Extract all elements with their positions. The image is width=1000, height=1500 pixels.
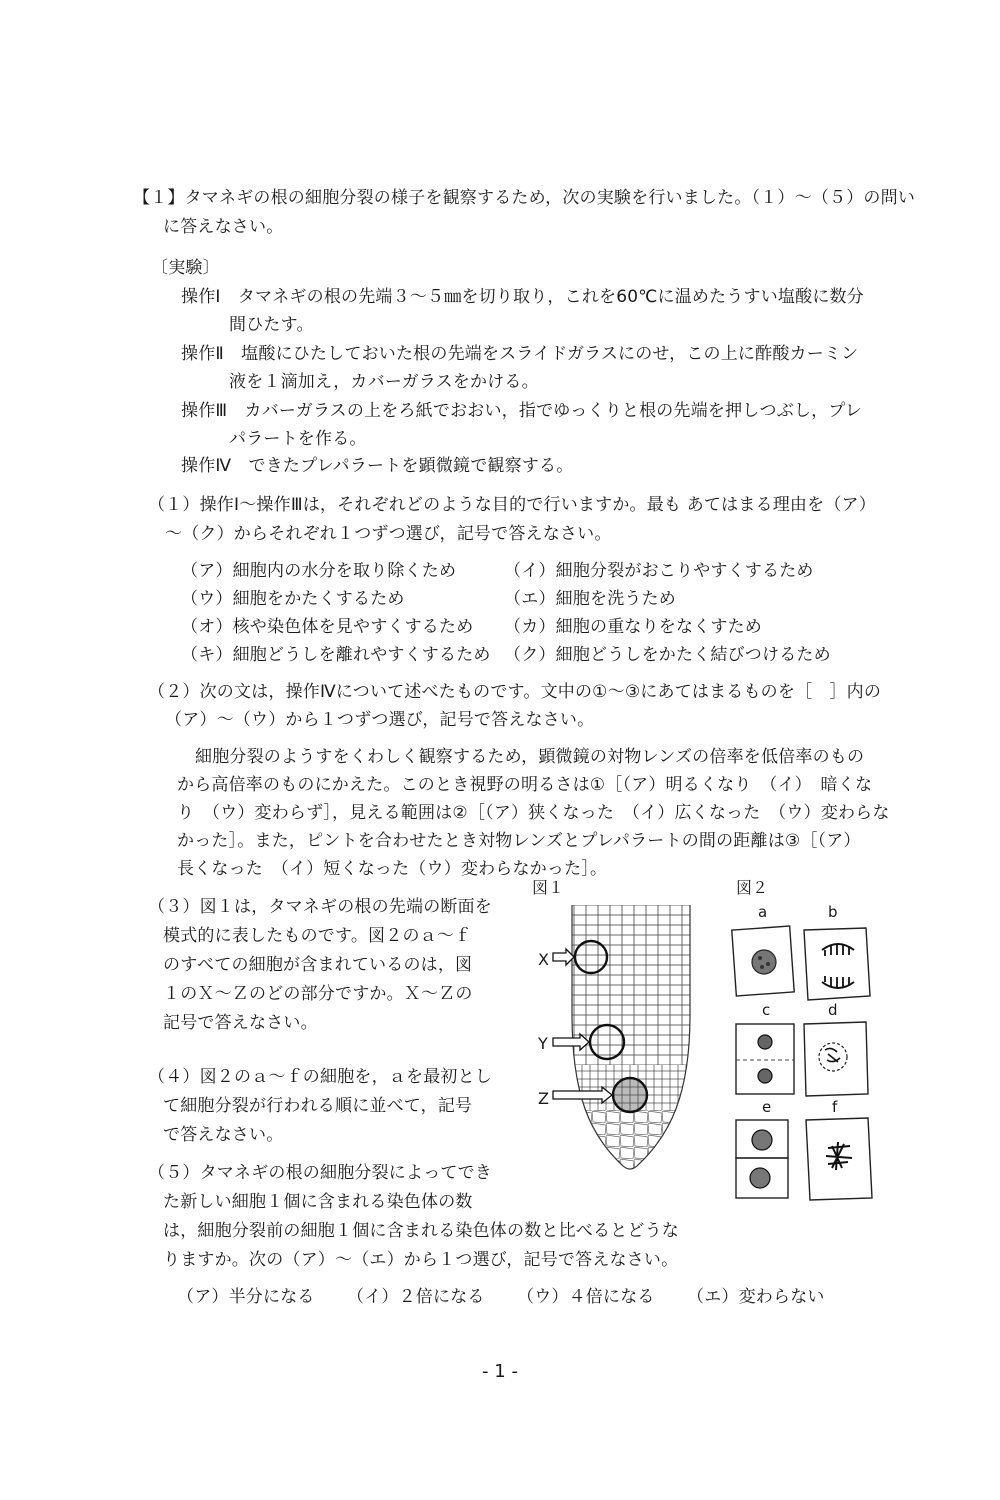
page-number: - 1 - [482, 1361, 518, 1382]
q5-option-i: （イ）２倍になる [347, 1287, 485, 1307]
q3-line-3: のすべての細胞が含まれているのは，図 [163, 955, 473, 975]
figure1-arrow-y [553, 1034, 589, 1050]
figure2-cell-f [806, 1118, 872, 1200]
experiment-step3-line-2: パラートを作る。 [229, 429, 367, 449]
q2-passage-line-2: から高倍率のものにかえた。このとき視野の明るさは①［（ア）明るくなり （イ） 暗くな [177, 775, 873, 795]
figure1-label-y: Y [538, 1034, 548, 1053]
figure2-cell-d [804, 1022, 868, 1096]
q4-line-1: （４）図２のａ～ｆの細胞を，ａを最初とし [148, 1067, 492, 1087]
experiment-label: 〔実験〕 [151, 258, 220, 278]
q4-line-2: て細胞分裂が行われる順に並べて，記号 [163, 1096, 473, 1116]
q2-passage-line-1: 細胞分裂のようすをくわしく観察するため，顕微鏡の対物レンズの倍率を低倍率のもの [195, 747, 865, 767]
figure2-label-f: f [832, 1098, 838, 1116]
figure1-arrow-x [553, 949, 574, 965]
q1-option-ka: （カ）細胞の重なりをなくすため [504, 617, 762, 637]
figure2-cell-c [736, 1024, 794, 1094]
figure2-label-d: d [828, 1001, 838, 1019]
q1-option-i: （イ）細胞分裂がおこりやすくするため [504, 561, 814, 581]
root-tip-diagram [550, 895, 710, 1185]
figure2-cell-b [804, 928, 870, 1000]
question-heading-line-2: に答えなさい。 [163, 217, 284, 237]
q1-option-ku: （ク）細胞どうしをかたく結びつけるため [504, 645, 831, 665]
q2-line-1: （２）次の文は，操作Ⅳについて述べたものです。文中の①～③にあてはまるものを［ ］内の [148, 682, 882, 702]
experiment-step1-line-2: 間ひたす。 [229, 315, 314, 335]
q5-line-1: （５）タマネギの根の細胞分裂によってでき [148, 1163, 492, 1183]
figure2-cell-a [732, 926, 794, 996]
q2-passage-line-4: かった］。また，ピントを合わせたとき対物レンズとプレパラートの間の距離は③［（ア） [177, 831, 861, 851]
figure2-label-c: c [762, 1001, 771, 1019]
q2-passage-line-3: り （ウ）変わらず］，見える範囲は②［（ア）狭くなった （イ）広くなった （ウ）変わらな [177, 803, 890, 823]
q2-line-2: （ア）～（ウ）から１つずつ選び，記号で答えなさい。 [165, 710, 595, 730]
figure2-label-e: e [762, 1098, 772, 1116]
q2-passage-line-5: 長くなった （イ）短くなった（ウ）変わらなかった］。 [177, 859, 608, 879]
figure2-label-a: a [758, 903, 768, 921]
figure1-label-x: X [538, 950, 549, 969]
q3-line-2: 模式的に表したものです。図２のａ～ｆ [163, 926, 472, 946]
figure1-label-z: Z [538, 1089, 549, 1108]
q1-line-2: ～（ク）からそれぞれ１つずつ選び，記号で答えなさい。 [165, 524, 612, 544]
q1-option-a: （ア）細胞内の水分を取り除くため [181, 561, 457, 581]
q5-option-u: （ウ）４倍になる [517, 1287, 655, 1307]
q3-line-4: １のＸ～Ｚのどの部分ですか。Ｘ～Ｚの [163, 984, 473, 1004]
q1-line-1: （１）操作Ⅰ～操作Ⅲは，それぞれどのような目的で行いますか。最も あてはまる理由を（ア） [148, 495, 876, 515]
figure1-title: 図１ [532, 878, 565, 897]
q1-option-e: （エ）細胞を洗うため [504, 589, 676, 609]
experiment-step2-line-1: 操作Ⅱ 塩酸にひたしておいた根の先端をスライドガラスにのせ，この上に酢酸カーミン [181, 344, 859, 364]
cell-stages-diagram [728, 920, 878, 1205]
q5-option-e: （エ）変わらない [687, 1287, 825, 1307]
question-heading-line-1: 【１】タマネギの根の細胞分裂の様子を観察するため，次の実験を行いました。（１）～（５）の問い [133, 188, 916, 208]
q5-option-a: （ア）半分になる [177, 1287, 315, 1307]
figure1-circle-z [613, 1078, 647, 1112]
q4-line-3: で答えなさい。 [163, 1125, 284, 1145]
figure2-cell-e [736, 1120, 788, 1198]
q5-line-4: りますか。次の（ア）～（エ）から１つ選び，記号で答えなさい。 [163, 1250, 679, 1270]
q3-line-1: （３）図１は，タマネギの根の先端の断面を [148, 897, 492, 917]
q5-line-2: た新しい細胞１個に含まれる染色体の数 [163, 1192, 473, 1212]
figure2-title: 図２ [736, 878, 769, 897]
q1-option-o: （オ）核や染色体を見やすくするため [181, 617, 474, 637]
experiment-step4-line: 操作Ⅳ できたプレパラートを顕微鏡で観察する。 [181, 456, 574, 476]
experiment-step1-line-1: 操作Ⅰ タマネギの根の先端３～５㎜を切り取り，これを60℃に温めたうすい塩酸に数分 [181, 287, 864, 307]
experiment-step3-line-1: 操作Ⅲ カバーガラスの上をろ紙でおおい，指でゆっくりと根の先端を押しつぶし，プレ [181, 401, 863, 421]
q1-option-ki: （キ）細胞どうしを離れやすくするため [181, 645, 491, 665]
q1-option-u: （ウ）細胞をかたくするため [181, 589, 405, 609]
figure2-label-b: b [828, 903, 838, 921]
q3-line-5: 記号で答えなさい。 [163, 1013, 318, 1033]
experiment-step2-line-2: 液を１滴加え，カバーガラスをかける。 [229, 372, 539, 392]
q5-line-3: は，細胞分裂前の細胞１個に含まれる染色体の数と比べるとどうな [163, 1221, 679, 1241]
